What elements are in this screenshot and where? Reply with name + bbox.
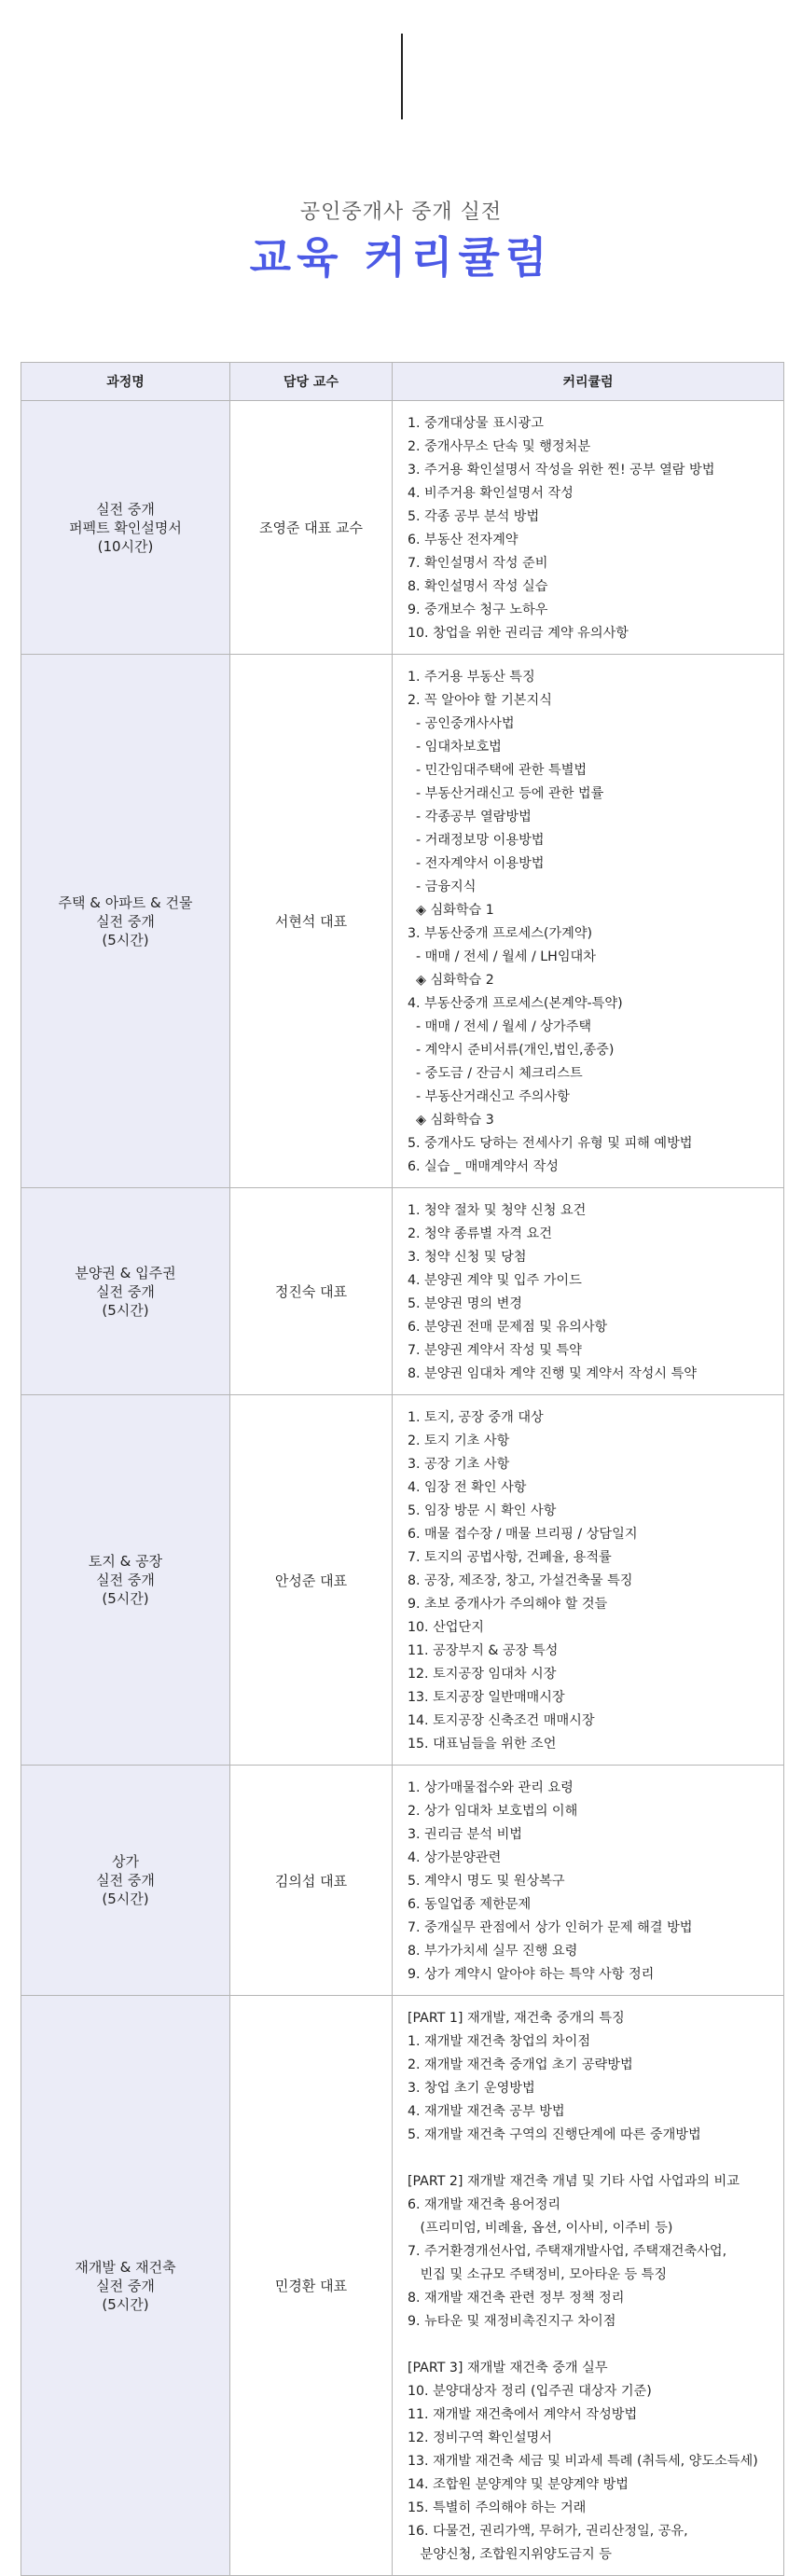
course-name: 분양권 & 입주권 실전 중개 (5시간) (21, 1188, 230, 1395)
curriculum-list (393, 1395, 784, 1766)
professor-name: 서현석 대표 (230, 655, 393, 1188)
curriculum-list (393, 401, 784, 655)
table-header-row (21, 363, 784, 401)
curriculum-item: 2. 꼭 알아야 할 기본지식 (408, 693, 552, 708)
curriculum-item: [PART 2] 재개발 재건축 개념 및 기타 사업 사업과의 비교 (408, 2174, 740, 2189)
curriculum-item: 9. 뉴타운 및 재정비촉진지구 차이점 (408, 2314, 616, 2329)
curriculum-item: 6. 동일업종 제한문제 (408, 1897, 532, 1912)
professor-name: 민경환 대표 (230, 1996, 393, 2576)
curriculum-item: 5. 분양권 명의 변경 (408, 1296, 523, 1311)
curriculum-item: (프리미엄, 비례율, 옵션, 이사비, 이주비 등) (408, 2221, 673, 2236)
curriculum-item: 11. 공장부지 & 공장 특성 (408, 1643, 559, 1658)
curriculum-item: 2. 청약 종류별 자격 요건 (408, 1226, 552, 1241)
curriculum-table (21, 362, 784, 2576)
curriculum-item: 4. 재개발 재건축 공부 방법 (408, 2104, 565, 2119)
curriculum-item: [PART 1] 재개발, 재건축 중개의 특징 (408, 2011, 625, 2026)
curriculum-item: 10. 분양대상자 정리 (입주권 대상자 기준) (408, 2384, 652, 2399)
curriculum-item: - 공인중개사사법 (408, 716, 515, 731)
curriculum-item: 8. 분양권 임대차 계약 진행 및 계약서 작성시 특약 (408, 1366, 698, 1381)
course-name: 실전 중개 퍼펙트 확인설명서 (10시간) (21, 401, 230, 655)
curriculum-item: 2. 재개발 재건축 중개업 초기 공략방법 (408, 2057, 633, 2072)
curriculum-item: 8. 부가가치세 실무 진행 요령 (408, 1944, 578, 1959)
curriculum-item: 5. 각종 공부 분석 방법 (408, 509, 540, 524)
curriculum-item: - 임대차보호법 (408, 740, 502, 755)
curriculum-item (408, 2147, 776, 2170)
curriculum-item: - 중도금 / 잔금시 체크리스트 (408, 1066, 583, 1081)
curriculum-item: 3. 청약 신청 및 당첨 (408, 1250, 527, 1265)
curriculum-item: 15. 대표님들을 위한 조언 (408, 1737, 557, 1752)
curriculum-item: 2. 토지 기초 사항 (408, 1433, 510, 1448)
course-name: 토지 & 공장 실전 중개 (5시간) (21, 1395, 230, 1766)
curriculum-item: 1. 청약 절차 및 청약 신청 요건 (408, 1203, 587, 1218)
curriculum-list (393, 1188, 784, 1395)
top-vertical-line (401, 34, 403, 119)
curriculum-item: ◈ 심화학습 1 (408, 903, 494, 918)
curriculum-item: - 매매 / 전세 / 월세 / LH임대차 (408, 949, 596, 964)
curriculum-item: 16. 다물건, 권리가액, 무허가, 권리산정일, 공유, (408, 2524, 688, 2539)
course-name: 주택 & 아파트 & 건물 실전 중개 (5시간) (21, 655, 230, 1188)
curriculum-item: 4. 상가분양관련 (408, 1850, 502, 1865)
table-row (21, 401, 784, 655)
curriculum-item: 분양신청, 조합원지위양도금지 등 (408, 2547, 612, 2562)
curriculum-item: 15. 특별히 주의해야 하는 거래 (408, 2500, 587, 2515)
curriculum-item: 2. 중개사무소 단속 및 행정처분 (408, 439, 591, 454)
table-row (21, 655, 784, 1188)
curriculum-item: 2. 상가 임대차 보호법의 이해 (408, 1804, 578, 1819)
curriculum-list (393, 655, 784, 1188)
curriculum-item: 7. 토지의 공법사항, 건폐율, 용적률 (408, 1550, 612, 1565)
curriculum-item: 6. 재개발 재건축 용어정리 (408, 2197, 561, 2212)
curriculum-item: 빈집 및 소규모 주택정비, 모아타운 등 특징 (408, 2267, 668, 2282)
curriculum-item: 6. 매물 접수장 / 매물 브리핑 / 상담일지 (408, 1527, 638, 1542)
course-name: 상가 실전 중개 (5시간) (21, 1766, 230, 1996)
curriculum-item: 3. 부동산중개 프로세스(가계약) (408, 926, 593, 941)
curriculum-item: 7. 중개실무 관점에서 상가 인허가 문제 해결 방법 (408, 1920, 693, 1935)
professor-name: 안성준 대표 (230, 1395, 393, 1766)
table-row (21, 1188, 784, 1395)
curriculum-item: - 전자계약서 이용방법 (408, 856, 545, 871)
curriculum-item: 9. 상가 계약시 알아야 하는 특약 사항 정리 (408, 1967, 655, 1982)
curriculum-item: 6. 분양권 전매 문제점 및 유의사항 (408, 1320, 608, 1335)
curriculum-list (393, 1766, 784, 1996)
curriculum-item: 9. 중개보수 청구 노하우 (408, 602, 548, 617)
curriculum-item: 3. 창업 초기 운영방법 (408, 2081, 535, 2096)
curriculum-item: 7. 확인설명서 작성 준비 (408, 556, 548, 571)
curriculum-item: 8. 재개발 재건축 관련 정부 정책 정리 (408, 2291, 625, 2306)
page-title: 교육 커리큘럼 (249, 232, 553, 283)
curriculum-item: - 금융지식 (408, 879, 477, 894)
table-row (21, 1996, 784, 2576)
curriculum-item: ◈ 심화학습 3 (408, 1113, 494, 1128)
curriculum-item: - 부동산거래신고 주의사항 (408, 1089, 570, 1104)
curriculum-item: 11. 재개발 재건축에서 계약서 작성방법 (408, 2407, 638, 2422)
curriculum-item: 4. 임장 전 확인 사항 (408, 1480, 527, 1495)
curriculum-item: - 민간임대주택에 관한 특별법 (408, 763, 588, 778)
curriculum-item: ◈ 심화학습 2 (408, 973, 494, 988)
table-row (21, 1395, 784, 1766)
curriculum-item: - 계약시 준비서류(개인,법인,종중) (408, 1043, 615, 1058)
curriculum-item: 13. 재개발 재건축 세금 및 비과세 특례 (취득세, 양도소득세) (408, 2454, 758, 2469)
course-name: 재개발 & 재건축 실전 중개 (5시간) (21, 1996, 230, 2576)
curriculum-item: - 부동산거래신고 등에 관한 법률 (408, 786, 604, 801)
curriculum-item: 9. 초보 중개사가 주의해야 할 것들 (408, 1597, 608, 1612)
curriculum-item: 4. 부동산중개 프로세스(본계약-특약) (408, 996, 623, 1011)
curriculum-item: 12. 토지공장 임대차 시장 (408, 1667, 557, 1682)
curriculum-list (393, 1996, 784, 2576)
curriculum-item (408, 2334, 776, 2357)
curriculum-item: [PART 3] 재개발 재건축 중개 실무 (408, 2361, 608, 2375)
curriculum-item: 12. 정비구역 확인설명서 (408, 2431, 552, 2445)
curriculum-item: 6. 부동산 전자계약 (408, 533, 519, 547)
curriculum-item: 1. 중개대상물 표시광고 (408, 416, 544, 431)
curriculum-item: 5. 중개사도 당하는 전세사기 유형 및 피해 예방법 (408, 1136, 693, 1151)
curriculum-item: 4. 비주거용 확인설명서 작성 (408, 486, 574, 501)
curriculum-item: 6. 실습 _ 매매계약서 작성 (408, 1159, 560, 1174)
curriculum-item: 14. 조합원 분양계약 및 분양계약 방법 (408, 2477, 629, 2492)
curriculum-item: 5. 계약시 명도 및 원상복구 (408, 1874, 565, 1889)
curriculum-item: 14. 토지공장 신축조건 매매시장 (408, 1713, 595, 1728)
curriculum-item: 8. 공장, 제조장, 창고, 가설건축물 특징 (408, 1573, 633, 1588)
curriculum-item: 7. 분양권 계약서 작성 및 특약 (408, 1343, 582, 1358)
curriculum-item: 3. 공장 기초 사항 (408, 1457, 510, 1472)
curriculum-item: - 매매 / 전세 / 월세 / 상가주택 (408, 1019, 592, 1034)
curriculum-table-body (21, 401, 784, 2576)
curriculum-item: 1. 주거용 부동산 특징 (408, 670, 535, 685)
curriculum-item: 1. 상가매물접수와 관리 요령 (408, 1780, 574, 1795)
curriculum-item: 10. 창업을 위한 권리금 계약 유의사항 (408, 626, 629, 641)
header-professor: 담당 교수 (230, 363, 393, 401)
curriculum-item: 1. 토지, 공장 중개 대상 (408, 1410, 544, 1425)
curriculum-item: 1. 재개발 재건축 창업의 차이점 (408, 2034, 591, 2049)
professor-name: 조영준 대표 교수 (230, 401, 393, 655)
table-row (21, 1766, 784, 1996)
curriculum-item: 5. 임장 방문 시 확인 사항 (408, 1503, 557, 1518)
curriculum-item: 8. 확인설명서 작성 실습 (408, 579, 548, 594)
curriculum-item: 10. 산업단지 (408, 1620, 484, 1635)
curriculum-item: - 거래정보망 이용방법 (408, 833, 545, 848)
curriculum-item: 3. 권리금 분석 비법 (408, 1827, 523, 1842)
curriculum-item: 7. 주거환경개선사업, 주택재개발사업, 주택재건축사업, (408, 2244, 727, 2259)
curriculum-item: 3. 주거용 확인설명서 작성을 위한 찐! 공부 열람 방법 (408, 463, 715, 478)
professor-name: 정진숙 대표 (230, 1188, 393, 1395)
curriculum-item: 13. 토지공장 일반매매시장 (408, 1690, 565, 1705)
header-course: 과정명 (21, 363, 230, 401)
professor-name: 김의섭 대표 (230, 1766, 393, 1996)
curriculum-item: 4. 분양권 계약 및 입주 가이드 (408, 1273, 582, 1288)
header-curriculum: 커리큘럼 (393, 363, 784, 401)
curriculum-item: - 각종공부 열람방법 (408, 810, 532, 824)
page-subtitle: 공인중개사 중개 실전 (299, 201, 503, 224)
curriculum-item: 5. 재개발 재건축 구역의 진행단계에 따른 중개방법 (408, 2127, 701, 2142)
